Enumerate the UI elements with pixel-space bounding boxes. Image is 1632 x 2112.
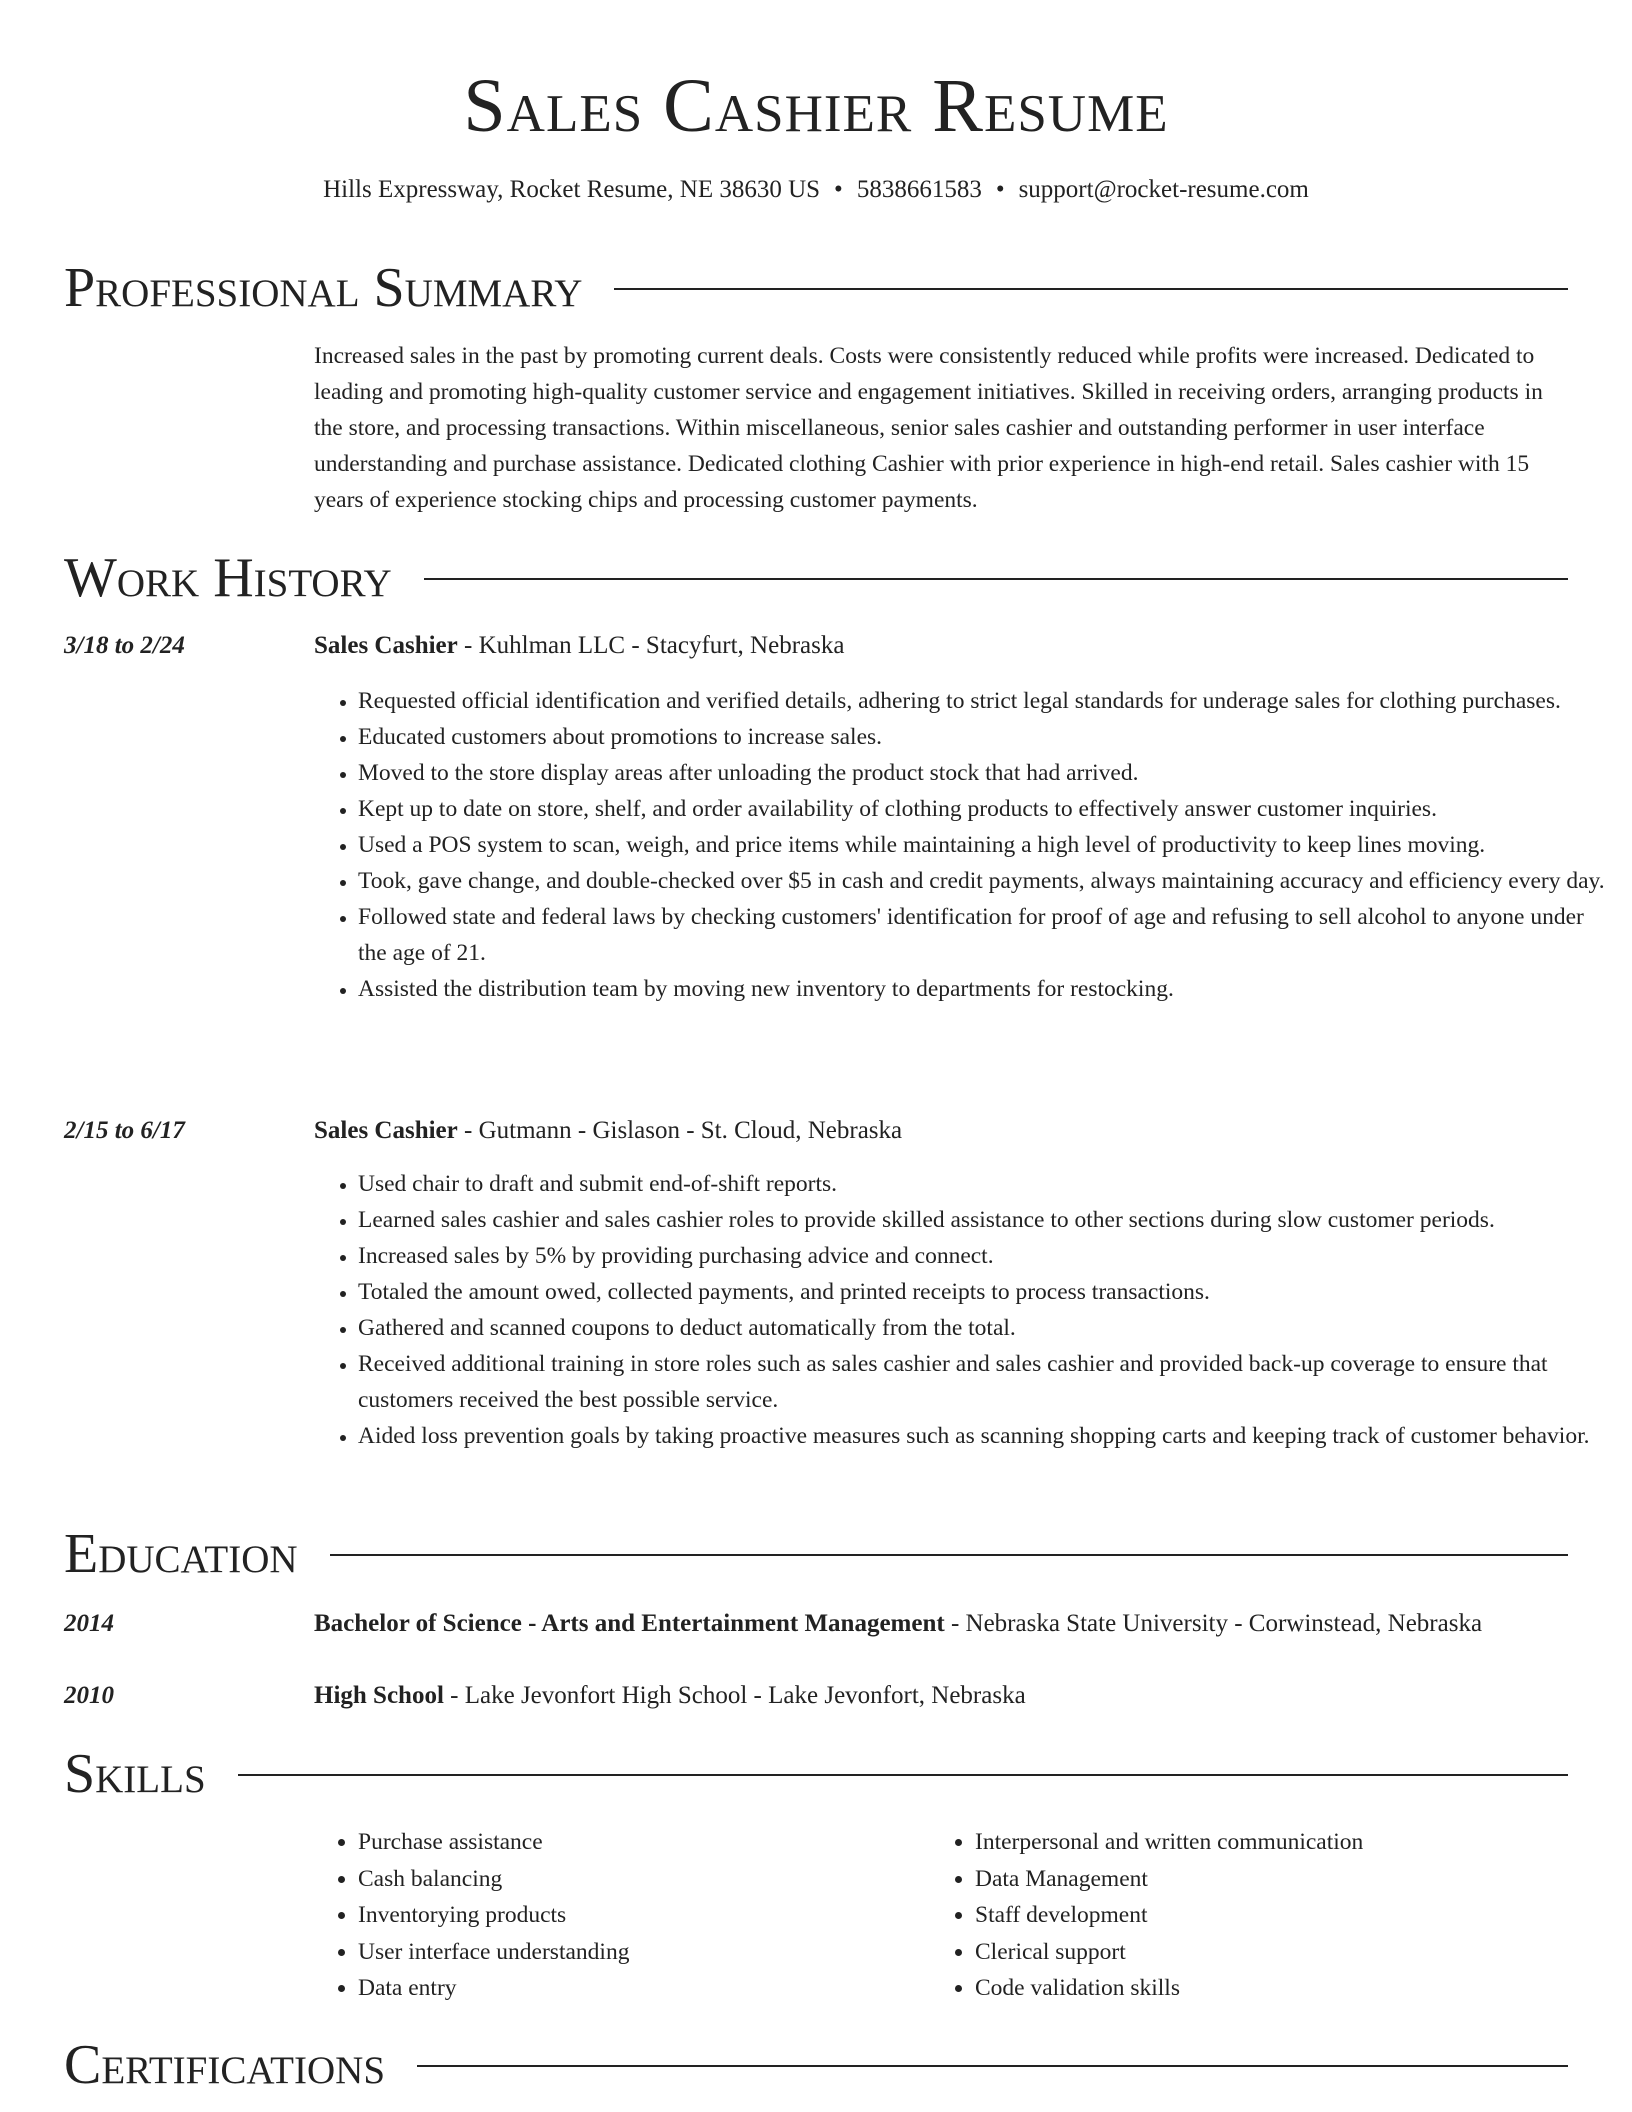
section-divider: [614, 288, 1568, 290]
skill-item: • Data Management: [975, 1861, 1535, 1898]
job-title-line: [314, 628, 1574, 664]
contact-phone: 5838661583: [856, 176, 982, 203]
education-year: 2010: [64, 1682, 114, 1709]
contact-separator: •: [995, 176, 1005, 203]
education-school: - Nebraska State University - Corwinstead, Nebraska: [944, 1610, 1483, 1637]
contact-separator: •: [834, 176, 843, 203]
education-degree: High School: [314, 1682, 444, 1709]
job-bullet: • Used a POS system to scan, weigh, and price items while maintaining a high level of productivity to keep lines moving.: [358, 827, 1612, 863]
education-line: [314, 1678, 1574, 1714]
job-title-line: [314, 1113, 1574, 1149]
job-dates: 2/15 to 6/17: [64, 1117, 185, 1144]
skills-list-right: [931, 1824, 1535, 2007]
contact-line: [0, 172, 1632, 208]
skill-item: • Cash balancing: [358, 1861, 918, 1898]
contact-address: Hills Expressway, Rocket Resume, NE 38630 US: [323, 176, 821, 203]
job-role: Sales Cashier: [314, 1117, 458, 1144]
section-header-education: [64, 1522, 1568, 1586]
section-divider: [417, 2065, 1568, 2067]
section-header-summary: [64, 256, 1568, 320]
job-bullet: • Increased sales by 5% by providing purchasing advice and connect.: [358, 1238, 1612, 1274]
section-title-work-history: Work History: [64, 547, 392, 609]
section-title-education: Education: [64, 1523, 298, 1585]
job-role: Sales Cashier: [314, 632, 458, 659]
job-bullet-list: [314, 683, 1612, 1007]
job-bullet: • Kept up to date on store, shelf, and order availability of clothing products to effectively answer customer inquiries.: [358, 791, 1612, 827]
job-employer: - Kuhlman LLC - Stacyfurt, Nebraska: [457, 632, 845, 659]
education-line: [314, 1606, 1574, 1642]
skill-item: • Staff development: [975, 1897, 1535, 1934]
section-header-work-history: [64, 546, 1568, 610]
job-bullet: • Aided loss prevention goals by taking proactive measures such as scanning shopping carts and keeping track of customer behavior.: [358, 1418, 1612, 1454]
job-bullet: • Received additional training in store roles such as sales cashier and sales cashier and provided back-up coverage to ensure that customers received the best possible service.: [358, 1346, 1612, 1418]
section-divider: [238, 1774, 1568, 1776]
section-divider: [424, 578, 1568, 580]
job-bullet: • Educated customers about promotions to increase sales.: [358, 719, 1612, 755]
job-bullet: • Gathered and scanned coupons to deduct automatically from the total.: [358, 1310, 1612, 1346]
skill-item: • Inventorying products: [358, 1897, 918, 1934]
education-year: 2014: [64, 1610, 114, 1637]
job-bullet-list: [314, 1166, 1612, 1454]
education-degree: Bachelor of Science - Arts and Entertainment Management: [314, 1610, 945, 1637]
job-bullet: • Moved to the store display areas after unloading the product stock that had arrived.: [358, 755, 1612, 791]
job-bullet: • Learned sales cashier and sales cashier roles to provide skilled assistance to other sections during slow customer periods.: [358, 1202, 1612, 1238]
job-bullet: • Used chair to draft and submit end-of-shift reports.: [358, 1166, 1612, 1202]
education-school: - Lake Jevonfort High School - Lake Jevonfort, Nebraska: [443, 1682, 1026, 1709]
job-bullet: • Assisted the distribution team by moving new inventory to departments for restocking.: [358, 971, 1612, 1007]
skill-item: • Data entry: [358, 1970, 918, 2007]
resume-title: Sales Cashier Resume: [463, 64, 1169, 148]
section-title-summary: Professional Summary: [64, 257, 583, 319]
job-bullet: • Took, gave change, and double-checked over $5 in cash and credit payments, always maintaining accuracy and efficiency every day.: [358, 863, 1612, 899]
section-title-skills: Skills: [64, 1743, 206, 1805]
section-header-certifications: [64, 2033, 1568, 2097]
job-bullet: • Totaled the amount owed, collected payments, and printed receipts to process transactions.: [358, 1274, 1612, 1310]
skill-item: • Purchase assistance: [358, 1824, 918, 1861]
job-bullet: • Requested official identification and verified details, adhering to strict legal standards for underage sales for clothing purchases.: [358, 683, 1612, 719]
skill-item: • Clerical support: [975, 1934, 1535, 1971]
skills-list-left: [314, 1824, 918, 2007]
contact-email: support@rocket-resume.com: [1018, 176, 1309, 203]
skill-item: • User interface understanding: [358, 1934, 918, 1971]
section-header-skills: [64, 1742, 1568, 1806]
section-divider: [330, 1554, 1568, 1556]
job-employer: - Gutmann - Gislason - St. Cloud, Nebraska: [457, 1117, 903, 1144]
job-bullet: • Followed state and federal laws by checking customers' identification for proof of age and refusing to sell alcohol to anyone under the age of 21.: [358, 899, 1612, 971]
skill-item: • Interpersonal and written communication: [975, 1824, 1535, 1861]
skill-item: • Code validation skills: [975, 1970, 1535, 2007]
summary-text: Increased sales in the past by promoting current deals. Costs were consistently reduced while profits were increased. Dedicated to leading and promoting high-quality customer service and engagement initiatives. Skilled in receiving orders, arranging products in the store, and processing transactions. Within miscellaneous, senior sales cashier and outstanding performer in user interface understanding and purchase assistance. Dedicated clothing Cashier with prior experience in high-end retail. Sales cashier with 15 years of experience stocking chips and processing customer payments.: [314, 343, 1543, 513]
job-dates: 3/18 to 2/24: [64, 632, 185, 659]
section-title-certifications: Certifications: [64, 2034, 386, 2096]
